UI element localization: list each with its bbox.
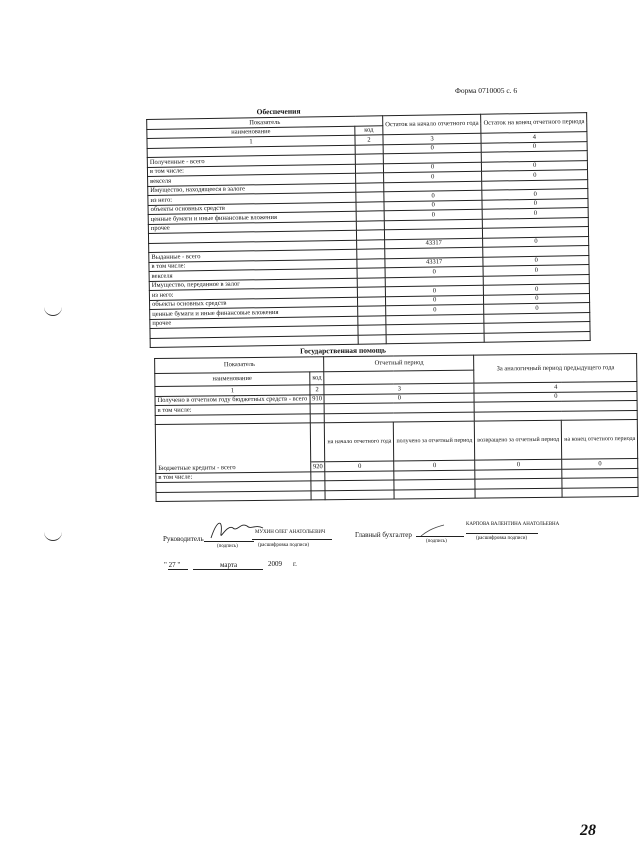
page-number: 28: [580, 822, 596, 839]
security-col-num: 4: [481, 132, 587, 143]
security-row-name: в том числе:: [149, 259, 357, 272]
gov-title: Государственная помощь: [300, 345, 386, 356]
binder-hole-mark: [44, 305, 62, 316]
gov-sub-end: на конец отчетного периода: [562, 419, 638, 459]
security-col-num: 1: [147, 135, 355, 148]
gov-credits-v3: 0: [475, 459, 562, 469]
security-row-begin: 0: [383, 162, 481, 173]
security-row-name: прочее: [150, 316, 358, 329]
security-row-end: 0: [482, 189, 588, 200]
security-row-begin: 0: [384, 171, 482, 182]
security-row-name: прочее: [148, 221, 356, 234]
gov-header-code: код: [309, 372, 324, 385]
security-row-name: в том числе:: [147, 164, 355, 177]
chief-signature: [418, 522, 448, 540]
chief-label: Главный бухгалтер: [355, 531, 412, 539]
gov-header-indicator: Показатель: [155, 357, 325, 374]
chief-name: КАРПОВА ВАЛЕНТИНА АНАТОЛЬЕВНА: [466, 522, 560, 527]
date-day: " 27 ": [164, 561, 181, 569]
gov-sub-begin: на начало отчетного года: [325, 422, 394, 462]
security-row-code: [355, 144, 383, 154]
security-row-end: 0: [482, 208, 588, 219]
security-row-code: [357, 277, 385, 287]
security-row-end: 0: [483, 236, 589, 247]
security-row-name: Имущество, находящееся в залоге: [148, 183, 356, 196]
security-row-begin: 0: [383, 143, 481, 154]
security-row-name: ценные бумаги и иные финансовые вложения: [150, 306, 358, 319]
gov-sub-returned: возвращено за отчетный период: [475, 420, 562, 460]
security-row-begin: 0: [384, 190, 482, 201]
gov-received-label: Получено в отчетном году бюджетных средств - всего: [155, 394, 310, 405]
chief-sign-line: [416, 536, 464, 537]
date-suffix: г.: [293, 560, 297, 568]
security-row-code: [357, 249, 385, 259]
gov-section: [154, 343, 639, 502]
security-section: [146, 102, 591, 348]
security-row-end: 0: [484, 303, 590, 314]
gov-header-name: наименование: [155, 372, 310, 387]
security-row-name: из него:: [149, 287, 357, 300]
security-row-code: [357, 287, 385, 297]
security-row-begin: 0: [386, 304, 484, 315]
security-row-code: [355, 154, 383, 164]
head-label: Руководитель: [163, 535, 204, 543]
gov-credits-incl-label: в том числе:: [156, 471, 311, 482]
security-row-code: [356, 182, 384, 192]
security-row-code: [356, 220, 384, 230]
gov-col-num: 1: [155, 385, 310, 396]
security-row-code: [357, 258, 385, 268]
security-row-end: 0: [482, 170, 588, 181]
date-month: марта: [220, 561, 238, 569]
form-number: Форма 0710005 с. 6: [455, 86, 518, 95]
gov-col-num: 4: [474, 381, 637, 392]
security-row-code: [358, 325, 386, 335]
gov-credits-v1: 0: [325, 461, 394, 471]
gov-col-num: 2: [310, 385, 325, 395]
gov-credits-code: 920: [310, 462, 325, 472]
security-row-code: [356, 173, 384, 183]
gov-credits-label: Бюджетные кредиты - всего: [156, 462, 311, 473]
gov-incl-label: в том числе:: [155, 404, 310, 415]
security-row-code: [358, 334, 386, 344]
security-row-name: Полученные - всего: [147, 154, 355, 167]
security-row-name: Выданные - всего: [149, 249, 357, 262]
security-row-name: объекты основных средств: [150, 297, 358, 310]
security-row-end: 0: [483, 255, 589, 266]
security-row-end: 0: [483, 265, 589, 276]
security-row-code: [356, 230, 384, 240]
security-row-end: 0: [484, 293, 590, 304]
security-row-begin: 0: [385, 285, 483, 296]
security-header-begin: Остаток на начало отчетного года: [383, 114, 482, 135]
security-row-name: векселя: [149, 268, 357, 281]
date-day-line: [168, 569, 188, 570]
security-row-name: ценные бумаги и иные финансовые вложения: [148, 211, 356, 224]
gov-credits-v4: 0: [562, 458, 638, 468]
head-decode-line: [252, 539, 332, 540]
gov-received-code: 910: [310, 394, 325, 404]
security-row-end: 0: [481, 141, 587, 152]
security-row-begin: 0: [384, 200, 482, 211]
head-sign-caption: (подпись): [217, 544, 238, 549]
security-row-end: 0: [484, 284, 590, 295]
security-row-code: [356, 211, 384, 221]
security-row-name: Имущество, переданное в залог: [149, 278, 357, 291]
security-row-end: [484, 331, 590, 342]
head-name: МУХИН ОЛЕГ АНАТОЛЬЕВИЧ: [255, 530, 326, 535]
security-header-indicator: Показатель: [147, 116, 383, 129]
security-row-begin: 43317: [385, 257, 483, 268]
security-header-end: Остаток на конец отчетного периода: [481, 113, 587, 134]
security-header-name: наименование: [147, 126, 355, 139]
security-row-code: [355, 163, 383, 173]
security-row-code: [356, 201, 384, 211]
gov-col-num: 3: [324, 383, 474, 394]
security-row-code: [357, 239, 385, 249]
security-row-begin: 0: [385, 295, 483, 306]
chief-sign-caption: (подпись): [426, 539, 447, 544]
security-row-begin: 0: [384, 209, 482, 220]
security-col-num: 3: [383, 133, 481, 144]
security-row-code: [357, 296, 385, 306]
gov-header-current: Отчетный период: [324, 355, 474, 372]
security-row-name: объекты основных средств: [148, 202, 356, 215]
security-header-code: код: [355, 125, 383, 135]
binder-hole-mark: [44, 530, 62, 541]
security-row-end: 0: [482, 160, 588, 171]
security-row-begin: 0: [385, 266, 483, 277]
date-year: 2009: [268, 560, 282, 568]
gov-received-prev: 0: [474, 391, 637, 402]
chief-decode-line: [466, 533, 538, 534]
security-row-code: [358, 306, 386, 316]
security-row-begin: [386, 333, 484, 344]
date-month-line: [193, 569, 263, 570]
security-row-end: 0: [482, 198, 588, 209]
gov-table: [154, 353, 639, 502]
security-title: Обеспечения: [256, 106, 301, 117]
gov-received-current: 0: [324, 393, 474, 404]
security-row-name: из него:: [148, 192, 356, 205]
security-row-code: [356, 192, 384, 202]
gov-credits-v2: 0: [394, 460, 475, 470]
security-table: [146, 112, 591, 348]
chief-decode-caption: (расшифровка подписи): [476, 536, 528, 541]
head-sign-line: [204, 541, 254, 542]
security-col-num: 2: [355, 135, 383, 145]
security-row-name: векселя: [148, 173, 356, 186]
gov-sub-received: получено за отчетный период: [394, 421, 475, 461]
security-row-begin: 43317: [385, 238, 483, 249]
security-row-code: [358, 315, 386, 325]
head-decode-caption: (расшифровка подписи): [258, 543, 310, 548]
gov-header-prev: За аналогичный период предыдущего года: [474, 353, 637, 383]
security-row-code: [357, 268, 385, 278]
